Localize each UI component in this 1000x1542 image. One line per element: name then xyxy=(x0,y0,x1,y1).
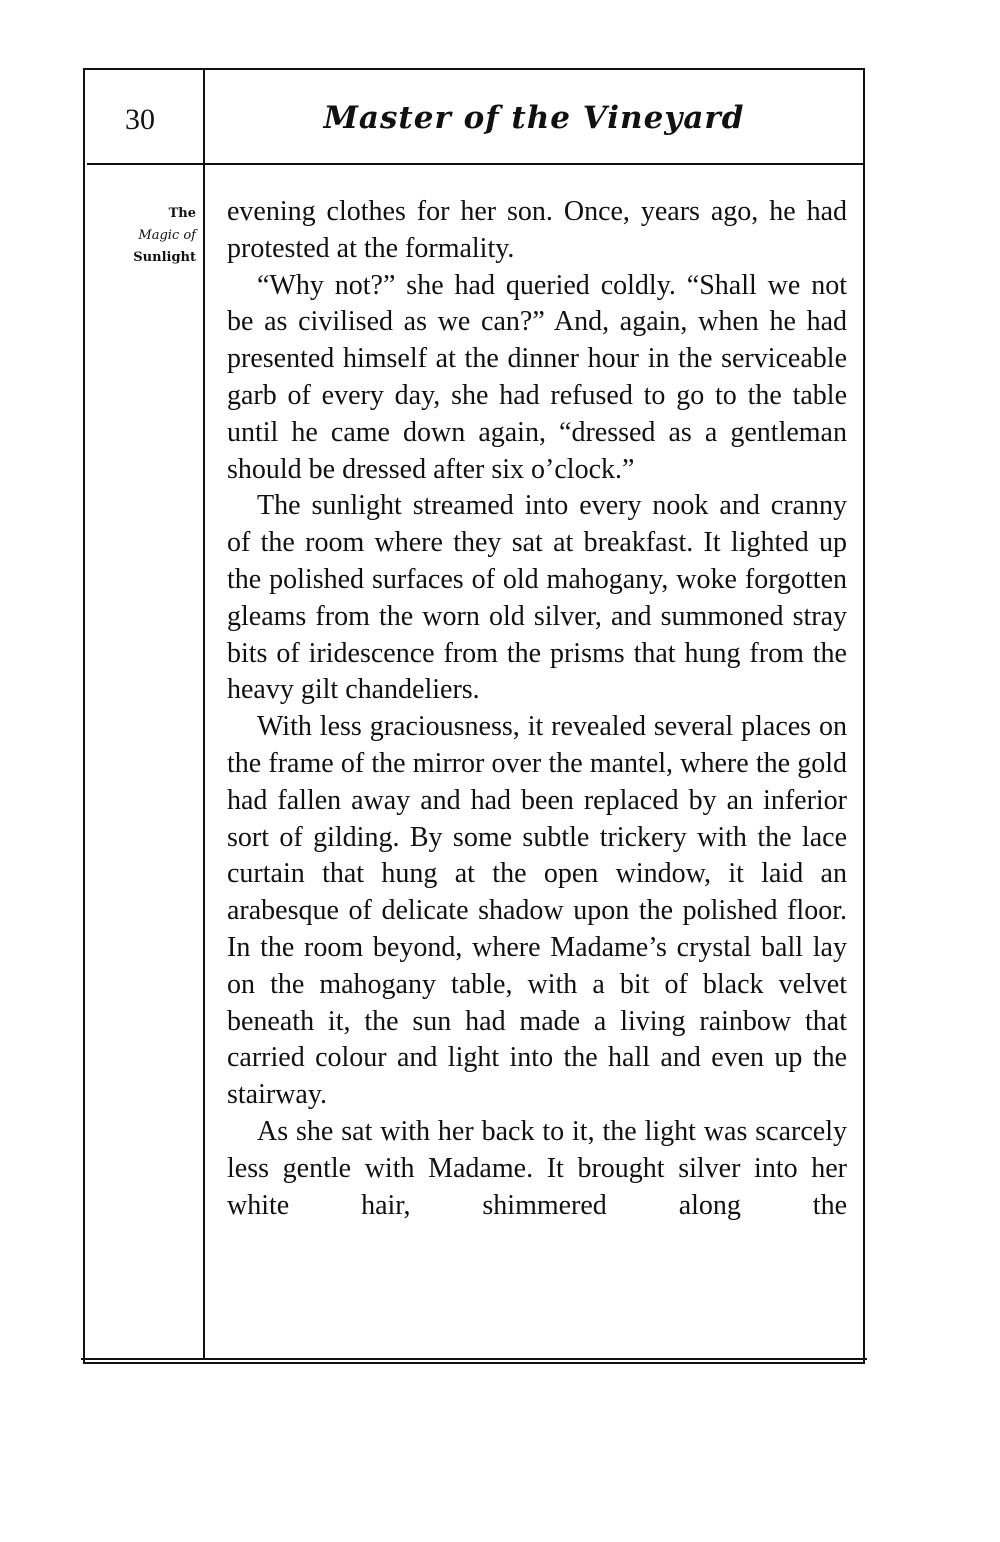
paragraph: evening clothes for her son. Once, years ago, he had protested at the formality. xyxy=(227,196,847,264)
paragraph: With less graciousness, it revealed several places on the frame of the mirror over the mantel, where the gold had fallen away and had been replaced by an inferior sort of gilding. By some subtle trickery with the lace curtain that hung at the open window, it laid an arabesque of delicate shadow upon the polished floor. In the room beyond, where Madame’s crystal ball lay on the mahogany table, with a bit of black velvet beneath it, the sun had made a living rainbow that carried colour and light into the hall and even up the stairway. xyxy=(227,711,847,1111)
paragraph: “Why not?” she had queried coldly. “Shall we not be as civilised as we can?” And, again, when he had presented himself at the dinner hour in the serviceable garb of every day, she had refused to go to the table until he came down again, “dressed as a gentleman should be dressed after six o’clock.” xyxy=(227,269,847,485)
side-note xyxy=(86,203,196,269)
paragraph: The sunlight streamed into every nook and cranny of the room where they sat at breakfast. It lighted up the polished surfaces of old mahogany, woke forgotten gleams from the worn old silver, and summoned stray bits of iridescence from the prisms that hung from the heavy gilt chandeliers. xyxy=(227,490,847,706)
side-note-line: Sunlight xyxy=(133,250,196,265)
body-text xyxy=(227,194,847,1224)
column-rule xyxy=(203,70,205,1360)
page-number: 30 xyxy=(125,103,155,136)
bottom-rule xyxy=(81,1358,867,1360)
side-note-line: Magic of xyxy=(138,228,196,243)
paragraph: As she sat with her back to it, the light was scarcely less gentle with Madame. It brought silver into her white hair, shimmered along the xyxy=(227,1115,847,1221)
running-title: Master of the Vineyard xyxy=(323,100,745,136)
side-note-line: The xyxy=(168,206,196,221)
